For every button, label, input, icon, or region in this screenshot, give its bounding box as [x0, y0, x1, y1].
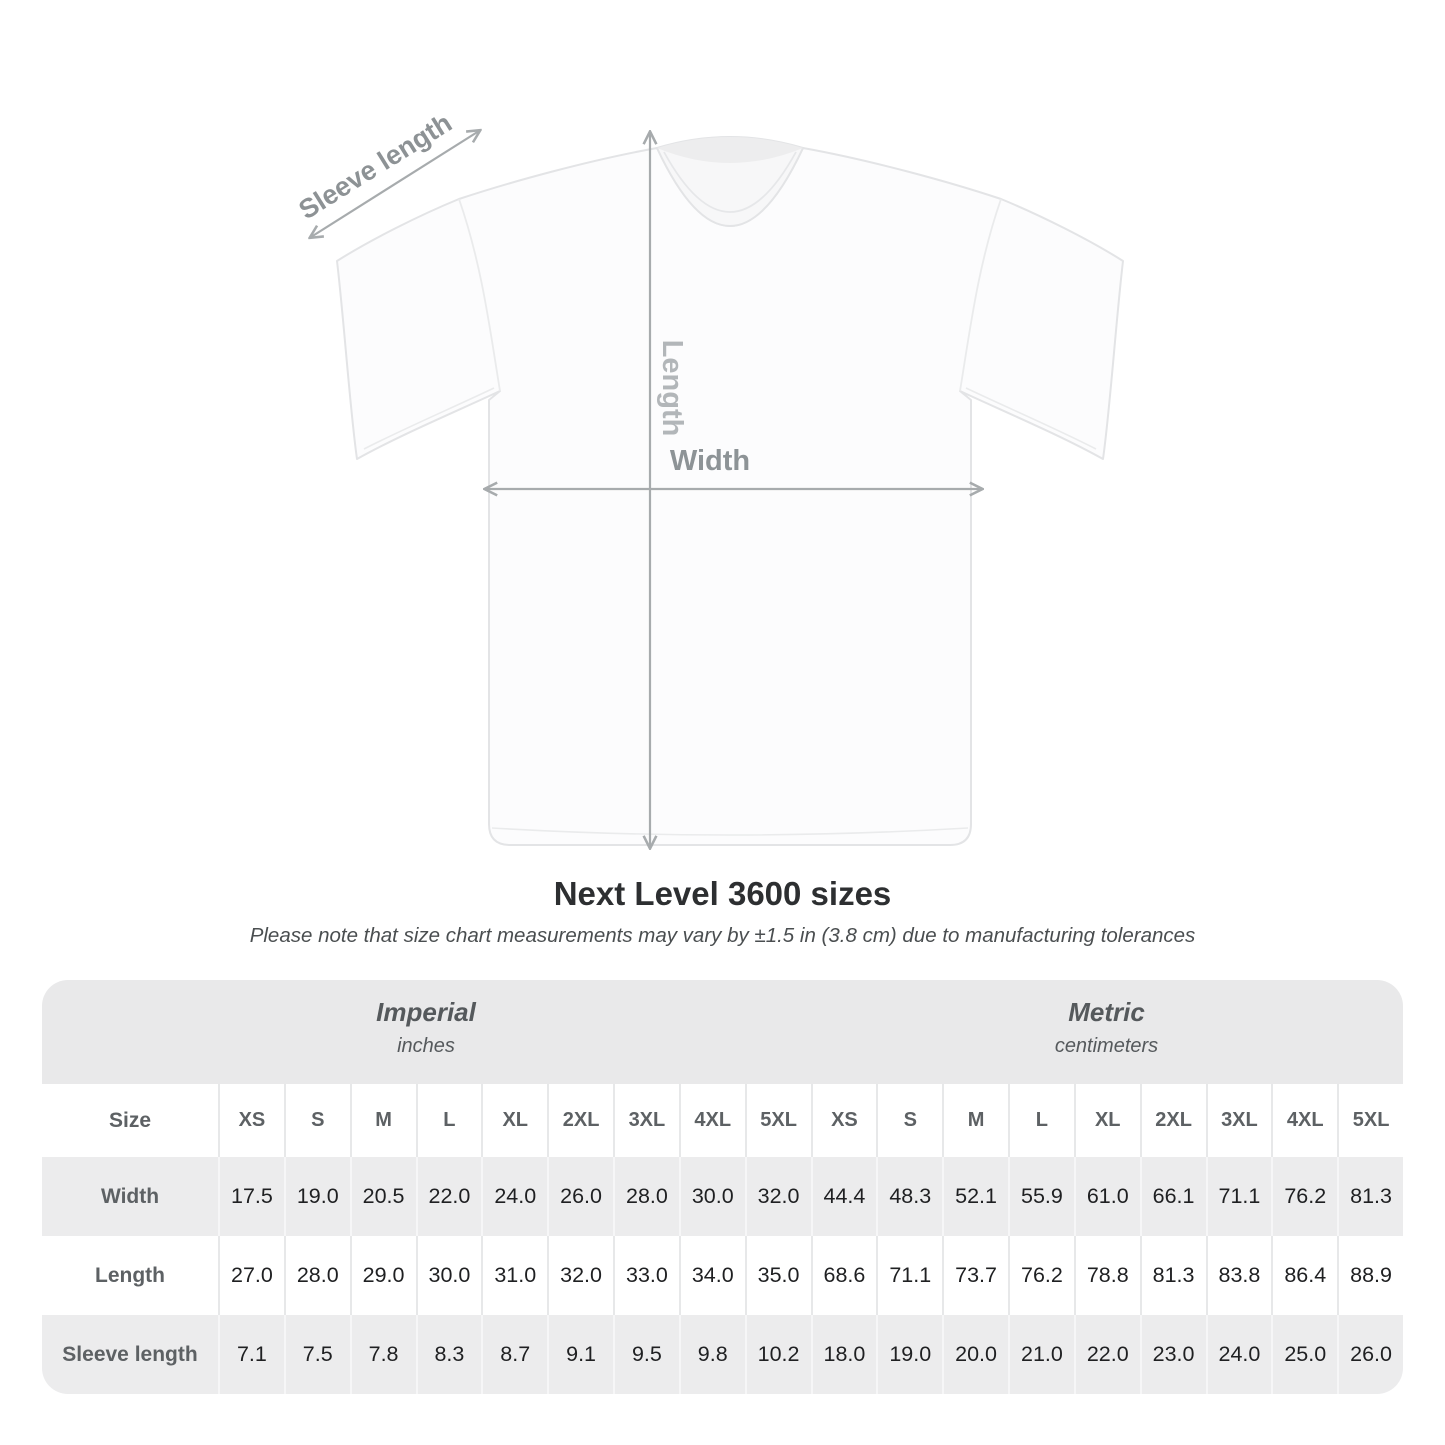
sleeve-length-label: Sleeve length	[293, 107, 457, 226]
size-col-header: 3XL	[1206, 1084, 1272, 1157]
table-cell: 35.0	[745, 1236, 811, 1315]
page-title: Next Level 3600 sizes	[553, 875, 892, 912]
size-corner-header: Size	[108, 1108, 152, 1132]
metric-label: Metric	[1068, 996, 1145, 1027]
imperial-header	[42, 980, 810, 1084]
table-cell: 7.8	[350, 1315, 416, 1394]
table-cell: 23.0	[1140, 1315, 1206, 1394]
size-col-header: XS	[811, 1084, 877, 1157]
size-col-header: L	[1008, 1084, 1074, 1157]
table-cell: 7.5	[284, 1315, 350, 1394]
table-cell: 30.0	[679, 1157, 745, 1236]
imperial-unit: inches	[397, 1034, 455, 1057]
table-cell: 27.0	[218, 1236, 284, 1315]
table-cell: 10.2	[745, 1315, 811, 1394]
table-row-length	[42, 1236, 1403, 1315]
table-cell: 21.0	[1008, 1315, 1074, 1394]
table-cell: 61.0	[1074, 1157, 1140, 1236]
metric-unit: centimeters	[1054, 1034, 1159, 1057]
table-cell: 31.0	[481, 1236, 547, 1315]
table-cell: 55.9	[1008, 1157, 1074, 1236]
size-col-header: XL	[1074, 1084, 1140, 1157]
table-cell: 81.3	[1140, 1236, 1206, 1315]
row-label: Sleeve length	[62, 1342, 198, 1366]
table-row-sleeve-length	[42, 1315, 1403, 1394]
size-col-header: XS	[218, 1084, 284, 1157]
table-cell: 28.0	[613, 1157, 679, 1236]
table-cell: 32.0	[547, 1236, 613, 1315]
imperial-label: Imperial	[376, 996, 476, 1027]
table-cell: 32.0	[745, 1157, 811, 1236]
size-header-row	[42, 1084, 1403, 1157]
size-col-header: 4XL	[679, 1084, 745, 1157]
table-cell: 9.1	[547, 1315, 613, 1394]
size-col-header: 3XL	[613, 1084, 679, 1157]
size-col-header: S	[876, 1084, 942, 1157]
table-cell: 9.8	[679, 1315, 745, 1394]
tolerance-note: Please note that size chart measurements may vary by ±1.5 in (3.8 cm) due to manufacturing tolerances	[249, 924, 1196, 947]
table-cell: 18.0	[811, 1315, 877, 1394]
table-cell: 24.0	[481, 1157, 547, 1236]
table-cell: 26.0	[547, 1157, 613, 1236]
table-cell: 73.7	[942, 1236, 1008, 1315]
size-col-header: 2XL	[1140, 1084, 1206, 1157]
table-cell: 44.4	[811, 1157, 877, 1236]
table-cell: 34.0	[679, 1236, 745, 1315]
table-cell: 25.0	[1271, 1315, 1337, 1394]
heading-block	[0, 858, 1445, 949]
table-cell: 76.2	[1008, 1236, 1074, 1315]
table-cell: 71.1	[876, 1236, 942, 1315]
table-cell: 24.0	[1206, 1315, 1272, 1394]
tshirt-illustration	[337, 137, 1123, 845]
table-cell: 48.3	[876, 1157, 942, 1236]
row-label: Width	[100, 1184, 160, 1208]
table-cell: 66.1	[1140, 1157, 1206, 1236]
table-cell: 86.4	[1271, 1236, 1337, 1315]
table-cell: 76.2	[1271, 1157, 1337, 1236]
row-label: Length	[95, 1263, 165, 1287]
size-col-header: 5XL	[745, 1084, 811, 1157]
table-cell: 52.1	[942, 1157, 1008, 1236]
size-col-header: 5XL	[1337, 1084, 1403, 1157]
table-cell: 19.0	[284, 1157, 350, 1236]
size-col-header: XL	[481, 1084, 547, 1157]
table-cell: 28.0	[284, 1236, 350, 1315]
width-label: Width	[669, 445, 751, 477]
unit-header-band	[42, 980, 1403, 1084]
table-cell: 33.0	[613, 1236, 679, 1315]
size-chart-table	[42, 980, 1403, 1394]
table-row-width	[42, 1157, 1403, 1236]
size-col-header: 4XL	[1271, 1084, 1337, 1157]
table-cell: 71.1	[1206, 1157, 1272, 1236]
table-cell: 8.7	[481, 1315, 547, 1394]
table-cell: 22.0	[416, 1157, 482, 1236]
table-cell: 20.0	[942, 1315, 1008, 1394]
size-col-header: M	[942, 1084, 1008, 1157]
size-col-header: L	[416, 1084, 482, 1157]
table-cell: 30.0	[416, 1236, 482, 1315]
table-cell: 22.0	[1074, 1315, 1140, 1394]
table-cell: 17.5	[218, 1157, 284, 1236]
table-cell: 83.8	[1206, 1236, 1272, 1315]
size-col-header: 2XL	[547, 1084, 613, 1157]
table-cell: 29.0	[350, 1236, 416, 1315]
table-cell: 8.3	[416, 1315, 482, 1394]
size-col-header: S	[284, 1084, 350, 1157]
table-cell: 88.9	[1337, 1236, 1403, 1315]
metric-header	[810, 980, 1403, 1084]
table-cell: 26.0	[1337, 1315, 1403, 1394]
table-cell: 19.0	[876, 1315, 942, 1394]
table-cell: 20.5	[350, 1157, 416, 1236]
table-cell: 68.6	[811, 1236, 877, 1315]
table-cell: 9.5	[613, 1315, 679, 1394]
size-col-header: M	[350, 1084, 416, 1157]
table-cell: 78.8	[1074, 1236, 1140, 1315]
length-label: Length	[656, 339, 688, 437]
table-cell: 7.1	[218, 1315, 284, 1394]
table-cell: 81.3	[1337, 1157, 1403, 1236]
